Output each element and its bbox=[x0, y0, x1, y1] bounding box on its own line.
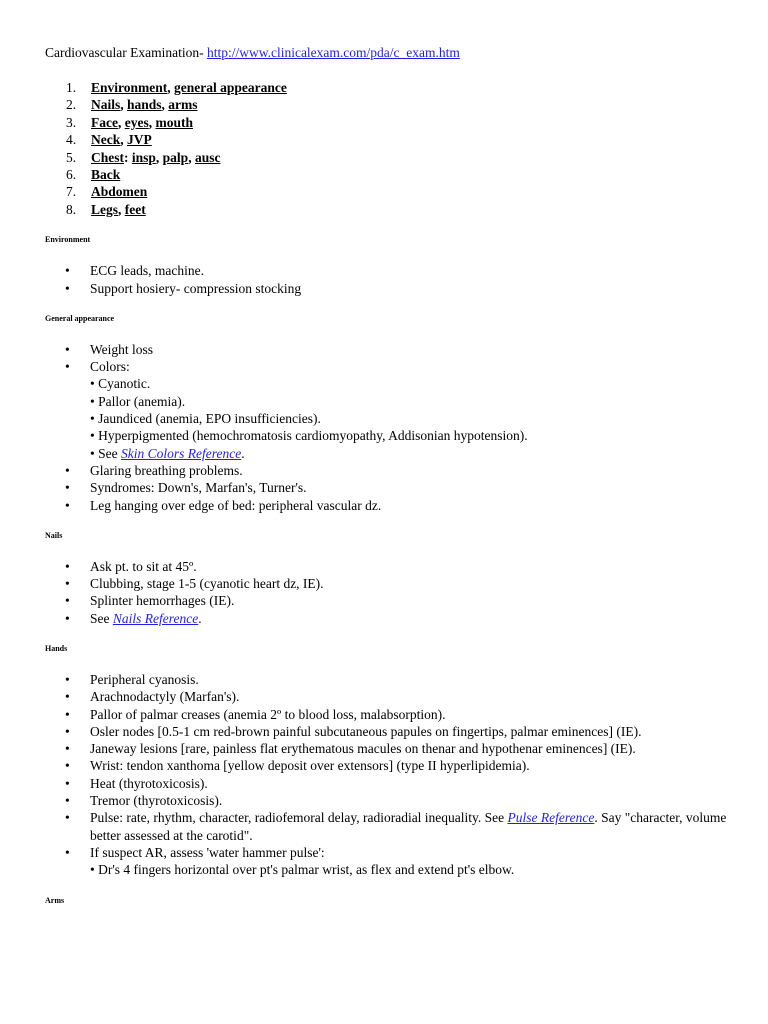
list-item: • Osler nodes [0.5-1 cm red-brown painful subcutaneous papules on fingertips, palmar eminences] (IE). bbox=[65, 723, 642, 739]
list-item: • Peripheral cyanosis. bbox=[65, 672, 199, 687]
toc-link-nails[interactable]: Nails bbox=[91, 97, 121, 113]
toc-item-5: 5. Chest: insp, palp, ausc bbox=[66, 149, 221, 165]
list-item: • Tremor (thyrotoxicosis). bbox=[65, 793, 223, 809]
list-item: • Wrist: tendon xanthoma [yellow deposit over extensors] (type II hyperlipidemia). bbox=[65, 758, 530, 774]
list-item: • See Nails Reference. bbox=[65, 610, 202, 626]
list-item: • Pallor of palmar creases (anemia 2º to blood loss, malabsorption). bbox=[65, 706, 446, 722]
table-of-contents bbox=[45, 79, 768, 218]
section-heading-nails: Nails bbox=[45, 530, 63, 540]
toc-link-chest[interactable]: Chest bbox=[91, 149, 124, 165]
toc-link-feet[interactable]: feet bbox=[124, 201, 146, 217]
sub-item: • See Skin Colors Reference. bbox=[90, 445, 245, 461]
toc-link-insp[interactable]: insp bbox=[131, 149, 156, 165]
section-heading-hands: Hands bbox=[45, 644, 68, 653]
title-text: Cardiovascular Examination- bbox=[45, 45, 207, 60]
toc-link-legs[interactable]: Legs bbox=[91, 201, 118, 217]
nails-list bbox=[45, 558, 768, 627]
toc-link-arms[interactable]: arms bbox=[168, 97, 198, 113]
list-item: • If suspect AR, assess 'water hammer pulse': • Dr's 4 fingers horizontal over pt's palmar wrist, as flex and extend pt's elbow. bbox=[90, 844, 768, 879]
toc-item-4: 4. Neck, JVP bbox=[66, 132, 152, 148]
toc-item-1: 1. Environment, general appearance bbox=[66, 80, 287, 95]
toc-item-6: 6. Back bbox=[66, 167, 121, 183]
toc-link-ausc[interactable]: ausc bbox=[194, 149, 221, 165]
toc-link-back[interactable]: Back bbox=[91, 167, 121, 183]
list-item: • Ask pt. to sit at 45º. bbox=[65, 558, 197, 574]
toc-link-hands[interactable]: hands bbox=[127, 97, 162, 113]
hands-list bbox=[45, 671, 768, 879]
toc-link-neck[interactable]: Neck bbox=[91, 132, 121, 148]
list-item: • Colors: • Cyanotic. • Pallor (anemia). • Jaundiced (anemia, EPO insufficiencies). • Hyperpigmented (hemochromatosis cardiomyopathy, Addisonian hypotension). • See Skin Colors Reference. bbox=[90, 358, 768, 462]
toc-link-general-appearance[interactable]: general appearance bbox=[174, 80, 287, 95]
nails-reference-link[interactable]: Nails Reference bbox=[112, 610, 199, 626]
toc-item-2: 2. Nails, hands, arms bbox=[66, 97, 198, 113]
sub-item: • Dr's 4 fingers horizontal over pt's palmar wrist, as flex and extend pt's elbow. bbox=[90, 862, 515, 878]
toc-item-3: 3. Face, eyes, mouth bbox=[66, 114, 193, 130]
general-appearance-list bbox=[45, 341, 768, 514]
sub-item: • Pallor (anemia). bbox=[90, 393, 186, 409]
list-item: • Support hosiery- compression stocking bbox=[65, 280, 302, 296]
sub-item: • Cyanotic. bbox=[90, 376, 151, 392]
list-item: • Pulse: rate, rhythm, character, radiofemoral delay, radioradial inequality. See Pulse Reference. Say "character, volume better assessed at the carotid". bbox=[65, 810, 727, 843]
list-item: • Heat (thyrotoxicosis). bbox=[65, 775, 208, 791]
toc-link-abdomen[interactable]: Abdomen bbox=[91, 184, 148, 200]
environment-list bbox=[45, 262, 768, 297]
pulse-reference-link[interactable]: Pulse Reference bbox=[507, 810, 595, 826]
section-heading-environment: Environment bbox=[45, 235, 91, 245]
toc-link-palp[interactable]: palp bbox=[162, 149, 189, 165]
list-item: • Leg hanging over edge of bed: peripheral vascular dz. bbox=[65, 497, 382, 513]
toc-link-mouth[interactable]: mouth bbox=[155, 114, 193, 130]
list-item: • Arachnodactyly (Marfan's). bbox=[65, 689, 240, 705]
sub-item: • Hyperpigmented (hemochromatosis cardiomyopathy, Addisonian hypotension). bbox=[90, 428, 528, 444]
section-heading-arms: Arms bbox=[45, 895, 65, 905]
list-item: • Syndromes: Down's, Marfan's, Turner's. bbox=[65, 480, 307, 496]
list-item: • Janeway lesions [rare, painless flat erythematous macules on thenar and hypothenar eminences] (IE). bbox=[65, 741, 636, 757]
source-link[interactable]: http://www.clinicalexam.com/pda/c_exam.htm bbox=[206, 45, 460, 60]
toc-item-7: 7. Abdomen bbox=[66, 184, 148, 200]
sub-item: • Jaundiced (anemia, EPO insufficiencies). bbox=[90, 411, 321, 427]
toc-link-eyes[interactable]: eyes bbox=[124, 114, 149, 130]
toc-link-jvp[interactable]: JVP bbox=[127, 132, 152, 148]
toc-link-face[interactable]: Face bbox=[91, 114, 118, 130]
toc-item-8: 8. Legs, feet bbox=[66, 201, 146, 217]
document-title bbox=[45, 44, 768, 61]
list-item: • Weight loss bbox=[65, 341, 154, 357]
list-item: • Glaring breathing problems. bbox=[65, 462, 243, 478]
list-item: • Splinter hemorrhages (IE). bbox=[65, 593, 235, 609]
list-item: • Clubbing, stage 1-5 (cyanotic heart dz, IE). bbox=[65, 576, 324, 592]
section-heading-general-appearance: General appearance bbox=[45, 313, 115, 323]
toc-link-environment[interactable]: Environment bbox=[91, 80, 168, 95]
list-item: • ECG leads, machine. bbox=[65, 263, 204, 279]
skin-colors-reference-link[interactable]: Skin Colors Reference bbox=[120, 445, 242, 461]
